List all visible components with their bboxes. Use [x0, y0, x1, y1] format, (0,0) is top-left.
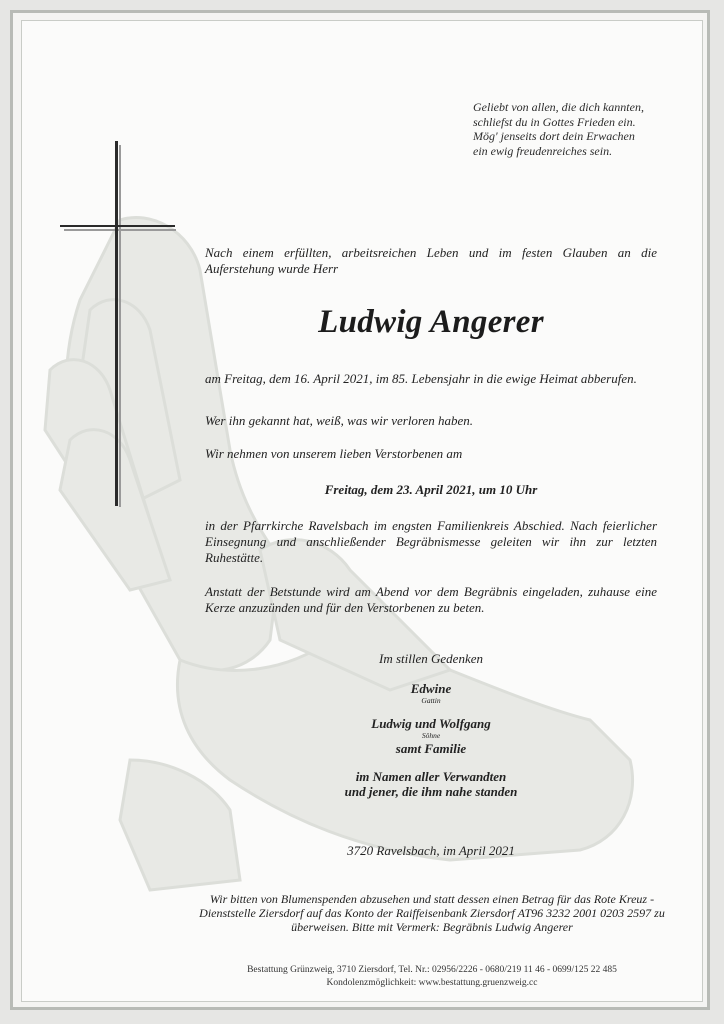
intro-text: Nach einem erfüllten, arbeitsreichen Leben und im festen Glauben an die Auferstehung wurde Herr [205, 245, 657, 276]
undertaker-info [190, 964, 674, 990]
deceased-name: Ludwig Angerer [318, 304, 544, 340]
spouse-role: Gattin [421, 696, 441, 705]
poem-line: Mög' jenseits dort dein Erwachen [473, 129, 635, 143]
cross-icon [115, 141, 118, 506]
cross-shadow-horizontal [64, 229, 176, 231]
sons-names: Ludwig und Wolfgang [371, 716, 491, 731]
poem-line: schliefst du in Gottes Frieden ein. [473, 114, 636, 129]
farewell-intro: Wir nehmen von unserem lieben Verstorbenen am [205, 446, 463, 461]
family-line: samt Familie [395, 741, 467, 756]
poem-line: ein ewig freudenreiches sein. [473, 143, 613, 158]
condolence-link[interactable]: Kondolenzmöglichkeit: www.bestattung.gruenzweig.cc [326, 978, 538, 988]
donation-note: Wir bitten von Blumenspenden abzusehen und statt dessen einen Betrag für das Rote Kreuz - Dienststelle Ziersdorf auf das Konto der Raiffeisenbank Ziersdorf AT96 3232 2001 0203 2597 zu überweisen. Bitte mit Vermerk: Begräbnis Ludwig Angerer [199, 892, 665, 934]
sons-role: Söhne [421, 731, 441, 740]
death-statement: am Freitag, dem 16. April 2021, im 85. Lebensjahr in die ewige Heimat abberufen. [205, 371, 637, 386]
poem-line: Geliebt von allen, die dich kannten, [473, 100, 644, 114]
poem [473, 100, 683, 158]
funeral-date: Freitag, dem 23. April 2021, um 10 Uhr [324, 482, 538, 497]
spouse-name: Edwine [410, 681, 452, 696]
cross-icon-bar [60, 225, 175, 227]
relatives-line-1: im Namen aller Verwandten [355, 769, 507, 784]
vigil-text: Anstatt der Betstunde wird am Abend vor dem Begräbnis eingeladen, zuhause eine Kerze anzuzünden und für den Verstorbenen zu beten. [205, 584, 657, 615]
quote: Wer ihn gekannt hat, weiß, was wir verloren haben. [205, 413, 474, 428]
undertaker-contact: Bestattung Grünzweig, 3710 Ziersdorf, Tel. Nr.: 02956/2226 - 0680/219 11 46 - 0699/125 22 485 [247, 965, 617, 975]
mourners-heading: Im stillen Gedenken [379, 651, 483, 666]
cross-shadow-vertical [119, 145, 121, 507]
place-date: 3720 Ravelsbach, im April 2021 [347, 843, 515, 858]
ceremony-text: in der Pfarrkirche Ravelsbach im engsten Familienkreis Abschied. Nach feierlicher Einsegnung und anschließender Begräbnismesse geleiten wir ihn zur letzten Ruhestätte. [205, 518, 657, 565]
relatives-line-2: und jener, die ihm nahe standen [344, 784, 518, 799]
